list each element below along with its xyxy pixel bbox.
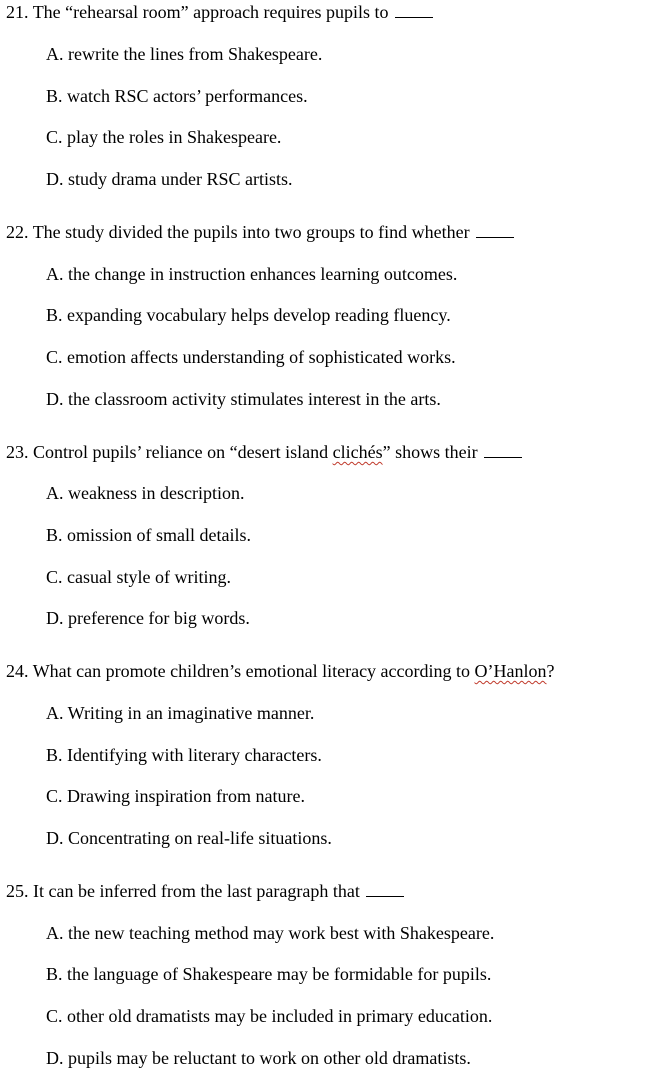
question-number: 22. (6, 222, 29, 242)
option-b: B. Identifying with literary characters. (46, 745, 322, 765)
question-text: The “rehearsal room” approach requires pupils to (32, 2, 389, 22)
question-text-after: ” shows their (382, 442, 478, 462)
question-number: 25. (6, 881, 29, 901)
option-b: B. expanding vocabulary helps develop reading fluency. (46, 305, 451, 325)
option-a: A. Writing in an imaginative manner. (46, 703, 315, 723)
question-stem (6, 660, 555, 682)
option-b: B. omission of small details. (46, 525, 251, 545)
question-text: The study divided the pupils into two groups to find whether (32, 222, 470, 242)
answer-blank (395, 1, 433, 18)
spellcheck-marked-word: clichés (332, 442, 383, 462)
option-c: C. play the roles in Shakespeare. (46, 127, 282, 147)
option-d: D. Concentrating on real-life situations. (46, 828, 332, 848)
option-a: A. the new teaching method may work best with Shakespeare. (46, 923, 495, 943)
option-d: D. pupils may be reluctant to work on other old dramatists. (46, 1048, 471, 1068)
question-number: 23. (6, 442, 29, 462)
option-c: C. other old dramatists may be included in primary education. (46, 1006, 493, 1026)
question-stem (6, 441, 522, 463)
question-text-before: What can promote children’s emotional literacy according to (32, 661, 475, 681)
question-stem (6, 880, 404, 902)
answer-blank (484, 441, 522, 458)
question-stem (6, 221, 514, 243)
answer-blank (476, 221, 514, 238)
answer-blank (366, 880, 404, 897)
question-number: 21. (6, 2, 29, 22)
spellcheck-marked-word: O’Hanlon (474, 661, 547, 681)
option-d: D. preference for big words. (46, 608, 250, 628)
option-b: B. the language of Shakespeare may be formidable for pupils. (46, 964, 492, 984)
option-c: C. emotion affects understanding of sophisticated works. (46, 347, 456, 367)
question-text-before: Control pupils’ reliance on “desert island (33, 442, 333, 462)
option-d: D. study drama under RSC artists. (46, 169, 293, 189)
question-text: It can be inferred from the last paragraph that (33, 881, 360, 901)
option-b: B. watch RSC actors’ performances. (46, 86, 308, 106)
question-stem (6, 1, 433, 23)
option-a: A. weakness in description. (46, 483, 245, 503)
question-text-after: ? (546, 661, 555, 681)
option-a: A. the change in instruction enhances learning outcomes. (46, 264, 458, 284)
option-c: C. casual style of writing. (46, 567, 231, 587)
option-a: A. rewrite the lines from Shakespeare. (46, 44, 323, 64)
option-d: D. the classroom activity stimulates interest in the arts. (46, 389, 441, 409)
option-c: C. Drawing inspiration from nature. (46, 786, 305, 806)
question-number: 24. (6, 661, 29, 681)
